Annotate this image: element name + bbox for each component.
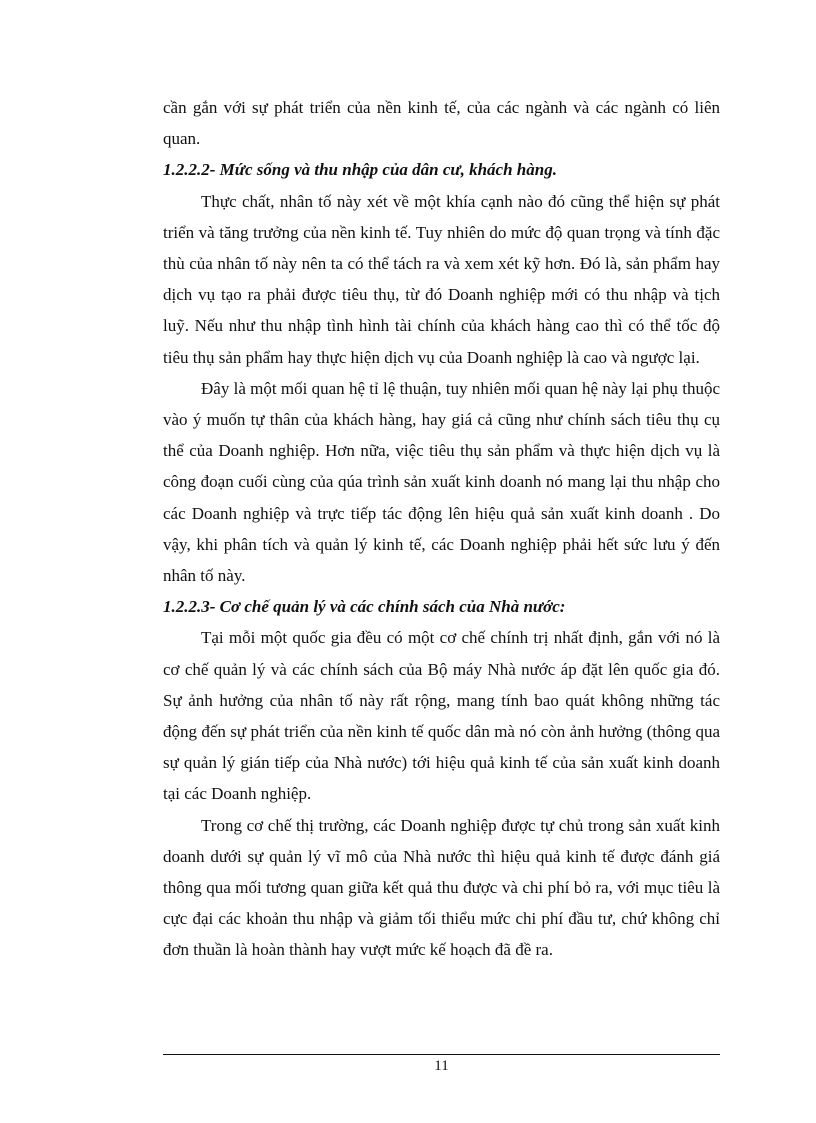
- page-number: 11: [434, 1058, 449, 1074]
- section-heading-1-2-2-3: 1.2.2.3- Cơ chế quản lý và các chính sách của Nhà nước:: [163, 597, 566, 617]
- paragraph-living-standard: Thực chất, nhân tố này xét về một khía cạnh nào đó cũng thể hiện sự phát triển và tăng trưởng của nền kinh tế. Tuy nhiên do mức độ quan trọng và tính đặc thù của nhân tố này nên ta có thể tách ra và xem xét kỹ hơn. Đó là, sản phẩm hay dịch vụ tạo ra phải được tiêu thụ, từ đó Doanh nghiệp mới có thu nhập và tịch luỹ. Nếu như thu nhập tình hình tài chính của khách hàng cao thì có thể tốc độ tiêu thụ sản phẩm hay thực hiện dịch vụ của Doanh nghiệp là cao và ngược lại.: [163, 191, 720, 367]
- paragraph-state-mechanism: Tại mỗi một quốc gia đều có một cơ chế chính trị nhất định, gắn với nó là cơ chế quản lý và các chính sách của Bộ máy Nhà nước áp đặt lên quốc gia đó. Sự ảnh hưởng của nhân tố này rất rộng, mang tính bao quát không những tác động đến sự phát triển của nền kinh tế quốc dân mà nó còn ảnh hưởng (thông qua sự quản lý gián tiếp của Nhà nước) tới hiệu quả kinh tế của sản xuất kinh doanh tại các Doanh nghiệp.: [163, 628, 720, 804]
- paragraph-continuation: cần gắn với sự phát triển của nền kinh tế, của các ngành và các ngành có liên quan.: [163, 98, 720, 149]
- paragraph-proportional-relation: Đây là một mối quan hệ tỉ lệ thuận, tuy nhiên mối quan hệ này lại phụ thuộc vào ý muốn tự thân của khách hàng, hay giá cả cũng như chính sách tiêu thụ cụ thể của Doanh nghiệp. Hơn nữa, việc tiêu thụ sản phẩm và thực hiện dịch vụ là công đoạn cuối cùng của qúa trình sản xuất kinh doanh nó mang lại thu nhập cho các Doanh nghiệp và trực tiếp tác động lên hiệu quả sản xuất kinh doanh . Do vậy, khi phân tích và quản lý kinh tế, các Doanh nghiệp phải hết sức lưu ý đến nhân tố này.: [163, 378, 720, 586]
- paragraph-market-mechanism: Trong cơ chế thị trường, các Doanh nghiệp được tự chủ trong sản xuất kinh doanh dưới sự quản lý vĩ mô của Nhà nước thì hiệu quả kinh tế được đánh giá thông qua mối tương quan giữa kết quả thu được và chi phí bỏ ra, với mục tiêu là cực đại các khoản thu nhập và giảm tối thiểu mức chi phí đầu tư, chứ không chỉ đơn thuần là hoàn thành hay vượt mức kế hoạch đã đề ra.: [163, 815, 720, 960]
- page-body: [163, 92, 720, 966]
- footer-divider: [163, 1054, 720, 1055]
- section-heading-1-2-2-2: 1.2.2.2- Mức sống và thu nhập của dân cư, khách hàng.: [163, 160, 557, 180]
